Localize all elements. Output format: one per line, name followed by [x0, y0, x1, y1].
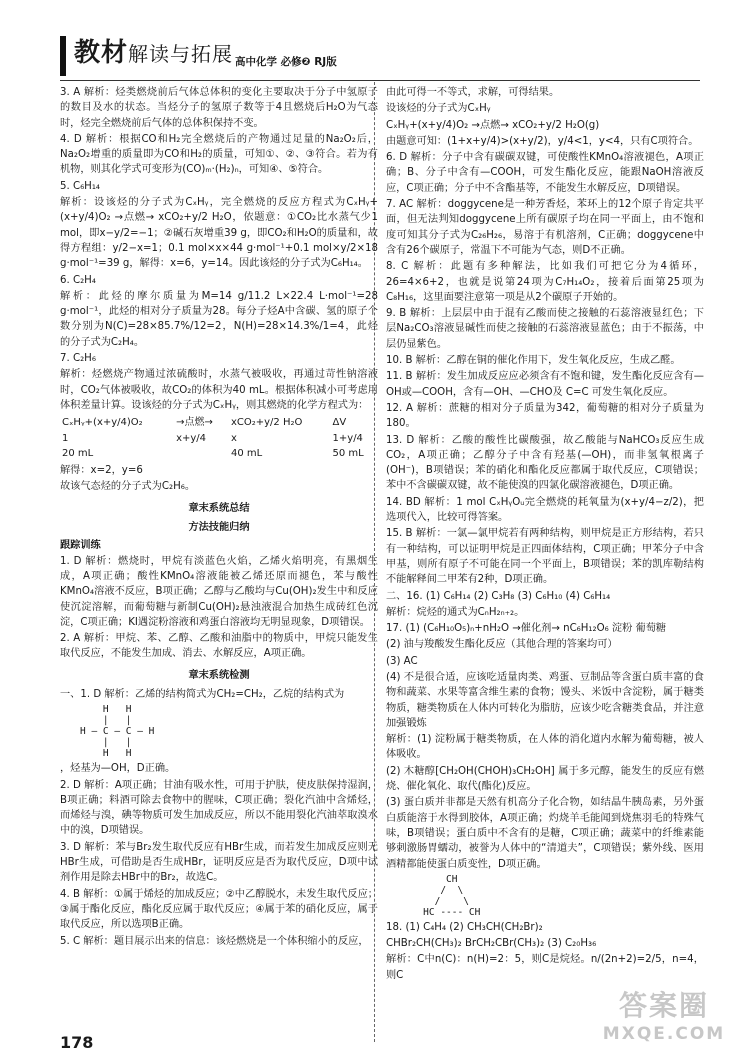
eq-arrow: →点燃→ — [176, 417, 213, 429]
page-number: 178 — [60, 1033, 94, 1052]
answer-7: 7. C₂H₆ — [60, 353, 96, 365]
right-0: 由此可得一不等式，求解，可得结果。 — [386, 87, 560, 98]
answer-5: 5. C₆H₁₄ — [60, 180, 100, 192]
right-10: 12. A 解析：蔗糖的相对分子质量为342，葡萄糖的相对分子质量为180。 — [386, 402, 704, 430]
answer-7-solve: 解得：x=2，y=6 — [60, 465, 143, 477]
eq-product: xCO₂+y/2 H₂O — [230, 417, 303, 429]
combustion-table — [60, 415, 378, 461]
eq-reactant: CₓHᵧ+(x+y/4)O₂ — [62, 417, 143, 429]
right-7: 9. B 解析：上层层中由于混有乙酸而使之接触的石蕊溶液显红色；下层Na₂CO₃溶液显碱性而使之接触的石蕊溶液显蓝色；由于不振荡，中层仍显紫色。 — [386, 308, 704, 350]
track-2: 2. A 解析：甲烷、苯、乙醇、乙酸和油脂中的物质中，甲烷只能发生取代反应，不能发生加成、消去、水解反应，A项正确。 — [60, 633, 378, 660]
right-2: CₓHᵧ+(x+y/4)O₂ →点燃→ xCO₂+y/2 H₂O(g) — [386, 119, 600, 131]
eq-delta: ΔV — [332, 417, 347, 429]
coef-4: 1+y/4 — [332, 432, 363, 444]
watermark-top: 答案圈 — [618, 989, 709, 1022]
right-12: 14. BD 解析：1 mol CₓHᵧOᵤ完全燃烧的耗氧量为(x+y/4−z/2)，把选项代入，比较可得答案。 — [386, 496, 704, 524]
right-25: 解析：C中n(C)：n(H)=2：5，则C是烷烃。n/(2n+2)=2/5，n=4，则C — [386, 954, 704, 981]
test-3: 3. D 解析：苯与Br₂发生取代反应有HBr生成，而若发生加成反应则无HBr生成，可借助是否生成HBr，证明反应是否为取代反应，D项中试剂作用是除去HBr中的Br₂，故选C。 — [60, 841, 378, 884]
right-column — [386, 85, 704, 984]
right-20: 解析：(1) 淀粉属于糖类物质，在人体的消化道内水解为葡萄糖，被人体吸收。 — [386, 734, 704, 761]
answer-7-explain: 解析：烃燃烧产物通过浓硫酸时，水蒸气被吸收，再通过苛性钠溶液时，CO₂气体被吸收，故CO₂的体积为40 mL。根据体积减小可考虑用体积差量计算。设该烃的分子式为CₓHᵧ，则其燃烧的化学方程式为： — [60, 369, 378, 411]
answer-5-explain: 解析：设该烃的分子式为CₓHᵧ，完全燃烧的反应方程式为CₓHᵧ+(x+y/4)O₂ →点燃→ xCO₂+y/2 H₂O，依题意：①CO₂比水蒸气少1 mol，即x−y/2=−1；②碱石灰增重39 g，即CO₂和H₂O的质量和，故得方程组：y/2−x=1；0.1 mol×x×44 g·mol⁻¹+0.1 mol×y/2×18 g·mol⁻¹=39 g，解得：x=6，y=14。因此该烃的分子式为C₆H₁₄。 — [60, 197, 378, 270]
test-4: 4. B 解析：①属于烯烃的加成反应；②中乙醇脱水，未发生取代反应；③属于酯化反应，酯化反应属于取代反应；④属于苯的硝化反应，属于取代反应，所以选项B正确。 — [60, 888, 378, 931]
answer-6: 6. C₂H₄ — [60, 274, 96, 286]
right-6: 8. C 解析：此题有多种解法，比如我们可把它分为4循环，26=4×6+2，也就是说第24项为C₇H₁₄O₂，接着后面第25项为C₈H₁₆，这里面要注意第一项是从2个碳原子开始的。 — [386, 261, 704, 303]
right-1: 设该烃的分子式为CₓHᵧ — [386, 103, 491, 115]
answer-7-result: 故该气态烃的分子式为C₂H₆。 — [60, 481, 196, 493]
brand-title — [74, 32, 233, 69]
right-23: 18. (1) C₄H₄ (2) CH₃CH(CH₂Br)₂ — [386, 921, 543, 933]
brand-subtitle: 解读与拓展 — [128, 42, 234, 66]
right-16: 17. (1) (C₆H₁₀O₅)ₙ+nH₂O →催化剂→ nC₆H₁₂O₆ 淀粉 葡萄糖 — [386, 623, 667, 635]
right-14: 二、16. (1) C₆H₁₄ (2) C₃H₈ (3) C₆H₁₀ (4) C₆H₁₄ — [386, 590, 611, 602]
page-header — [60, 30, 700, 80]
answer-4: 4. D 解析：根据CO和H₂完全燃烧后的产物通过足量的Na₂O₂后，Na₂O₂增重的质量即为CO和H₂的质量，可知①、②、③符合。若为有机物，则其化学式可变形为(CO)ₘ·(H₂)ₙ，可知④、⑤符合。 — [60, 133, 378, 176]
right-22: (3) 蛋白质并非都是天然有机高分子化合物，如结晶牛胰岛素，另外蛋白质能溶于水得到胶体，A项正确；灼烧羊毛能闻到烧焦羽毛的特殊气味，B项错误；蛋白质中不含有的是糖，C项正确；蔬菜中的纤维素能够刺激肠胃蠕动，被誉为人体中的“清道夫”，C项错误；紫外线、医用酒精都能使蛋白质变性，D项正确。 — [386, 797, 704, 870]
watermark — [600, 989, 728, 1055]
test-2: 2. D 解析：A项正确；甘油有吸水性，可用于护肤，使皮肤保持湿润，B项正确；料酒可除去食物中的腥味，C项正确；裂化汽油中含烯烃，而烯烃与溴，碘等物质可发生加成反应，所以不能用裂化汽油萃取溴水中的溴，D项错误。 — [60, 779, 378, 837]
watermark-bottom: MXQE.COM — [602, 1024, 726, 1044]
brand-bar — [60, 36, 66, 76]
right-3: 由题意可知：(1+x+y/4)>(x+y/2)，y/4<1，y<4，只有C项符合。 — [386, 135, 699, 147]
right-11: 13. D 解析：乙酸的酸性比碳酸强，故乙酸能与NaHCO₃反应生成CO₂，A项正确；乙醇分子中含有羟基(—OH)，而非氢氧根离子(OH⁻)，B项错误；苯的硝化和酯化反应都属于取代反应，C项错误；苯中不含碳碳双键，故不能使溴的四氯化碳溶液褪色，D项正确。 — [386, 434, 704, 492]
vol-4: 50 mL — [332, 447, 364, 459]
brand-main: 教材 — [74, 38, 129, 68]
test-title: 章末系统检测 — [188, 669, 250, 681]
vol-1: 20 mL — [62, 447, 94, 459]
left-column — [60, 85, 378, 950]
right-8: 10. B 解析：乙醇在铜的催化作用下，发生氧化反应，生成乙醛。 — [386, 355, 681, 367]
track-1: 1. D 解析：燃烧时，甲烷有淡蓝色火焰，乙烯火焰明亮，有黑烟生成，A项正确；酸性KMnO₄溶液能被乙烯还原而褪色，苯与酸性KMnO₄溶液不反应，B项正确；乙醇与乙酸均与Cu(OH)₂发生中和反应使沉淀溶解，而葡萄糖与新制Cu(OH)₂悬浊液混合加热生成砖红色沉淀，C项正确；KI遇淀粉溶液和鸡蛋白溶液均无明显现象，D项错误。 — [60, 555, 378, 628]
header-meta: 高中化学 必修❷ RJ版 — [235, 56, 337, 68]
vol-3: 40 mL — [230, 447, 263, 459]
right-21: (2) 木糖醇[CH₂OH(CHOH)₃CH₂OH] 属于多元醇，能发生的反应有燃烧、催化氧化、取代(酯化)反应。 — [386, 765, 704, 793]
coef-2: x+y/4 — [176, 432, 207, 444]
header-rule — [60, 80, 700, 81]
answer-6-explain: 解析：此烃的摩尔质量为M=14 g/11.2 L×22.4 L·mol⁻¹=28 g·mol⁻¹，此烃的相对分子质量为28。每分子烃A中含碳、氢的原子个数分别为N(C)=28×85.7%/12=2，N(H)=28×14.3%/1=4，此烃的分子式为C₂H₄。 — [60, 290, 378, 348]
right-18: (3) AC — [386, 655, 418, 667]
track-label: 跟踪训练 — [60, 540, 101, 552]
answer-3: 3. A 解析：烃类燃烧前后气体总体积的变化主要取决于分子中氢原子的数目及水的状态。当烃分子的氢原子数等于4且燃烧后H₂O为气态时，烃完全燃烧前后气体的总体积保持不变。 — [60, 87, 378, 129]
test-5: 5. C 解析：题目展示出来的信息：该烃燃烧是一个体积缩小的反应， — [60, 935, 369, 947]
right-13: 15. B 解析：一氯—氯甲烷若有两种结构，则甲烷是正方形结构，若只有一种结构，可以证明甲烷是正四面体结构，C项正确；甲苯分子中含甲基，则所有原子不可能在同一个平面上，B项错误；苯的凯库勒结构不能解释间二甲苯有2种，D项正确。 — [386, 528, 704, 586]
test-1-cont: ，烃基为—OH，D正确。 — [60, 763, 176, 775]
coef-3: x — [230, 432, 237, 444]
right-17: (2) 油与羧酸发生酯化反应（其他合理的答案均可） — [386, 639, 618, 651]
right-15: 解析：烷烃的通式为CₙH₂ₙ₊₂。 — [386, 606, 525, 618]
right-5: 7. AC 解析：doggycene是一种芳香烃，苯环上的12个原子肯定共平面，但无法判知doggycene上所有碳原子均在同一平面上，由不饱和度可知其分子式为C₂₆H₂₆，易溶于有机溶剂，C正确；doggycene中含有26个碳原子，常温下不可能为气态，则D不正确。 — [386, 199, 704, 256]
test-1: 一、1. D 解析：乙烯的结构简式为CH₂=CH₂，乙烷的结构式为 — [60, 688, 345, 700]
vol-2 — [174, 446, 229, 461]
coef-1: 1 — [62, 432, 69, 444]
cyclobutene-structure: CH / \ / \ HC ---- CH — [423, 873, 481, 918]
summary-title: 章末系统总结 — [188, 502, 250, 514]
right-9: 11. B 解析：发生加成反应应必须含有不饱和键，发生酯化反应含有—OH或—COOH，含有—OH、—CHO及 C=C 可发生氧化反应。 — [386, 371, 704, 398]
ethane-structure: H H | | H — C — C — H | | H H — [80, 704, 155, 760]
right-19: (4) 不是很合适，应该吃适量肉类、鸡蛋、豆制品等含蛋白质丰富的食物和蔬菜、水果等富含维生素的食物；馒头、米饭中含淀粉，属于糖类物质，糖类物质在人体内可转化为脂肪，应该少吃含糖类食品，并注意加强锻炼 — [386, 671, 704, 729]
right-4: 6. D 解析：分子中含有碳碳双键，可使酸性KMnO₄溶液褪色，A项正确；B、分子中含有—COOH，可发生酯化反应，能跟NaOH溶液反应，C项正确；分子中不含酯基等，不能发生水解反应，D项错误。 — [386, 152, 704, 194]
summary-subtitle: 方法技能归纳 — [188, 522, 250, 534]
right-24: CHBr₂CH(CH₃)₂ BrCH₂CBr(CH₃)₂ (3) C₂₀H₃₆ — [386, 938, 597, 950]
